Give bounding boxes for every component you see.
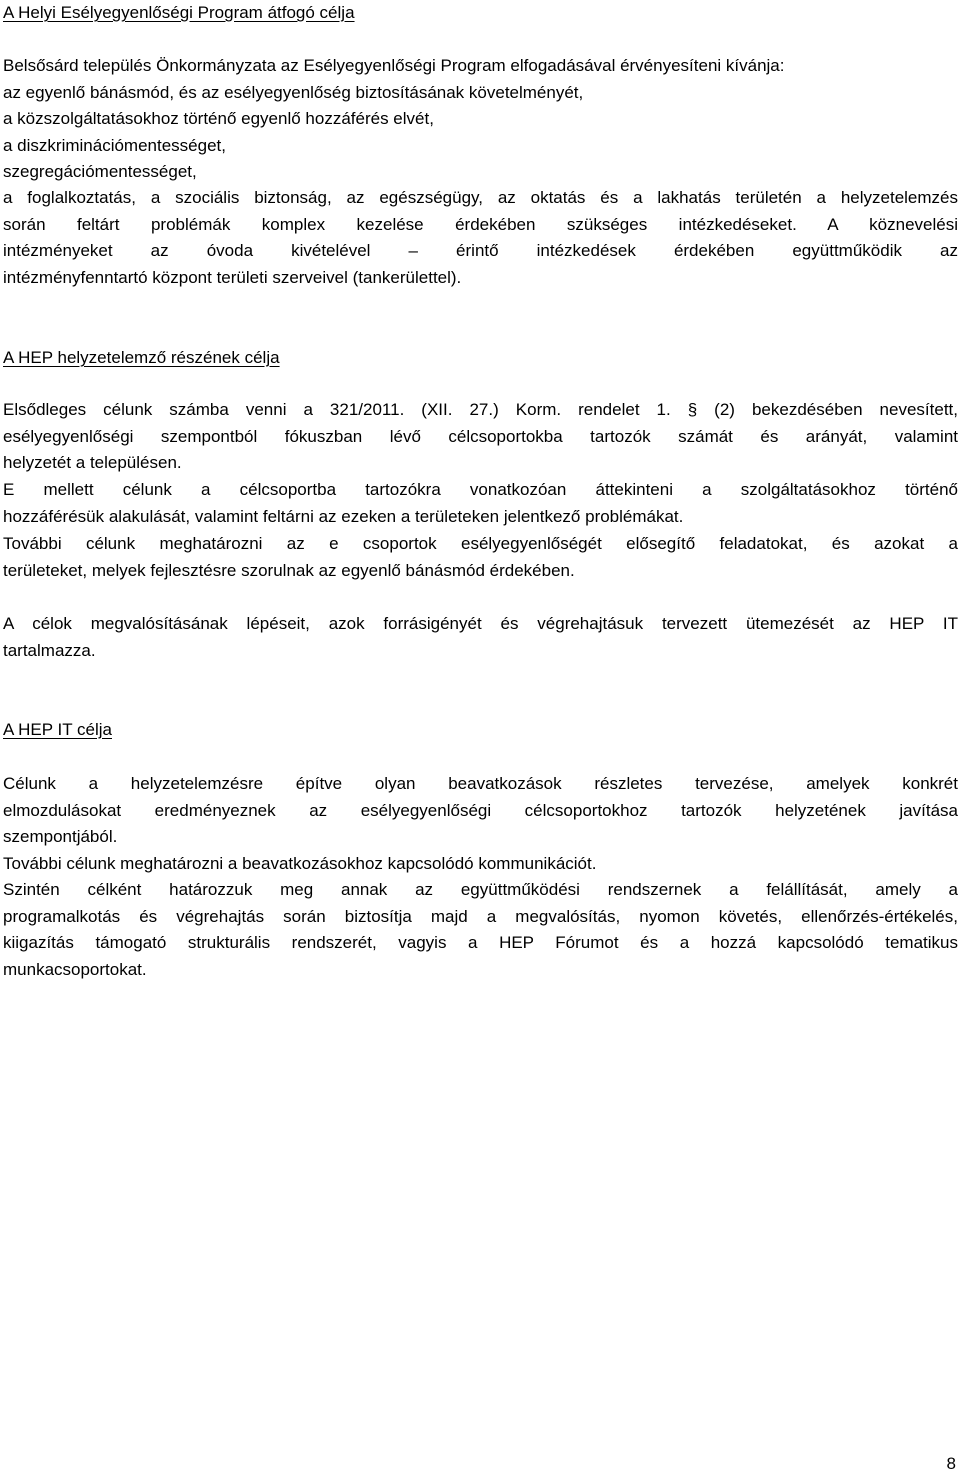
paragraph-line: Elsődleges célunk számba venni a 321/2011. (XII. 27.) Korm. rendelet 1. § (2) bekezdésében nevesített, <box>3 400 958 419</box>
paragraph-line: Szintén célként határozzuk meg annak az együttműködési rendszernek a felállítását, amely a <box>3 880 958 899</box>
paragraph-line: során feltárt problémák komplex kezelése érdekében szükséges intézkedéseket. A köznevelési <box>3 214 958 234</box>
section-heading: A HEP helyzetelemző részének célja <box>3 348 280 367</box>
paragraph-line: esélyegyenlőségi szempontból fókuszban lévő célcsoportokba tartozók számát és arányát, valamint <box>3 426 958 446</box>
paragraph <box>3 531 958 584</box>
paragraph <box>3 851 958 878</box>
section-heading: A HEP IT célja <box>3 720 112 739</box>
paragraph <box>3 771 958 851</box>
paragraph-line: tartalmazza. <box>3 640 96 660</box>
paragraph-line: intézményfenntartó központ területi szerveivel (tankerülettel). <box>3 267 462 287</box>
paragraph-line: helyzetét a településen. <box>3 453 182 472</box>
section-hep-it-goal <box>3 717 958 744</box>
paragraph-line: hozzáférésük alakulását, valamint feltárni az ezeken a területeken jelentkező problémákat. <box>3 506 684 526</box>
paragraph-line: További célunk meghatározni az e csoportok esélyegyenlőségét elősegítő feladatokat, és azokat a <box>3 534 958 553</box>
paragraph-line: területeket, melyek fejlesztésre szorulnak az egyenlő bánásmód érdekében. <box>3 560 575 580</box>
page-number: 8 <box>946 1454 956 1473</box>
section-heading: A Helyi Esélyegyenlőségi Program átfogó célja <box>3 3 355 22</box>
paragraph <box>3 185 958 291</box>
paragraph-line: a foglalkoztatás, a szociális biztonság, az egészségügy, az oktatás és a lakhatás területén a helyzetelemzés <box>3 188 958 207</box>
intro-line: Belsősárd település Önkormányzata az Esélyegyenlőségi Program elfogadásával érvényesíteni kívánja: <box>3 56 785 75</box>
intro-line: az egyenlő bánásmód, és az esélyegyenlőség biztosításának követelményét, <box>3 82 584 102</box>
paragraph-line: További célunk meghatározni a beavatkozásokhoz kapcsolódó kommunikációt. <box>3 854 597 873</box>
paragraph-line: Célunk a helyzetelemzésre építve olyan beavatkozások részletes tervezése, amelyek konkrét <box>3 774 958 793</box>
paragraph-line: A célok megvalósításának lépéseit, azok forrásigényét és végrehajtásuk tervezett ütemezését az HEP IT <box>3 614 958 633</box>
paragraph-line: elmozdulásokat eredményeznek az esélyegyenlőségi célcsoportokhoz tartozók helyzetének javítása <box>3 800 958 820</box>
paragraph-line: E mellett célunk a célcsoportba tartozókra vonatkozóan áttekinteni a szolgáltatásokhoz történő <box>3 480 958 499</box>
paragraph-line: kiigazítás támogató strukturális rendszerét, vagyis a HEP Fórumot és a hozzá kapcsolódó tematikus <box>3 933 958 952</box>
paragraph-line: intézményeket az óvoda kivételével – érintő intézkedések érdekében együttműködik az <box>3 241 958 260</box>
intro-line: szegregációmentességet, <box>3 162 197 181</box>
intro-list <box>3 53 958 186</box>
paragraph-line: szempontjából. <box>3 827 118 846</box>
paragraph-line: programalkotás és végrehajtás során biztosítja majd a megvalósítás, nyomon követés, ellenőrzés-értékelés, <box>3 906 958 926</box>
paragraph <box>3 877 958 983</box>
paragraph <box>3 477 958 530</box>
paragraph <box>3 611 958 664</box>
paragraph-line: munkacsoportokat. <box>3 959 147 979</box>
intro-line: a diszkriminációmentességet, <box>3 135 226 155</box>
section-overall-goal <box>3 0 958 27</box>
intro-line: a közszolgáltatásokhoz történő egyenlő hozzáférés elvét, <box>3 109 434 128</box>
paragraph <box>3 397 958 477</box>
section-situation-analysis <box>3 345 958 372</box>
